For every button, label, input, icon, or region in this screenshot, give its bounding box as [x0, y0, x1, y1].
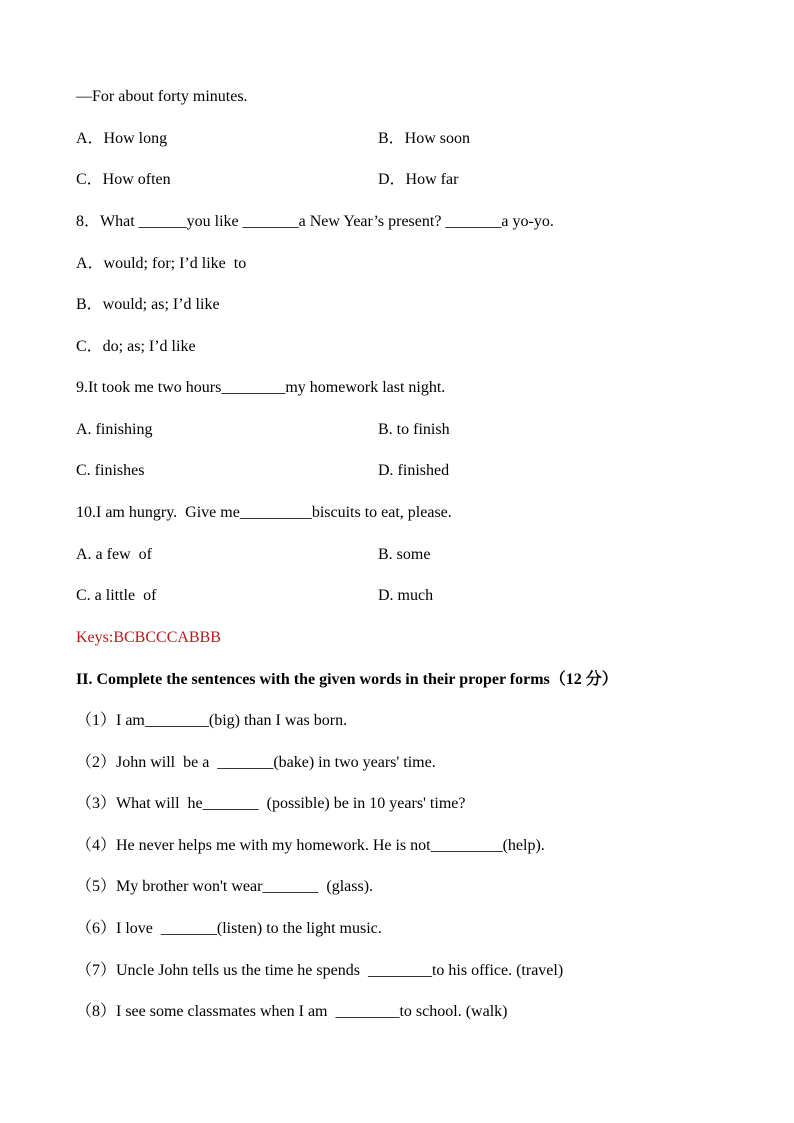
q7-option-d: D．How far [378, 171, 459, 188]
section-2-item: （8）I see some classmates when I am ________to school. (walk) [76, 1003, 508, 1020]
q9-option-b: B. to finish [378, 421, 450, 438]
q9-option-d: D. finished [378, 462, 450, 479]
q8-option-a: A．would; for; I’d like to [76, 255, 247, 272]
answer-keys: Keys:BCBCCCABBB [76, 629, 221, 646]
q10-option-c: C. a little of [76, 587, 157, 604]
q7-option-b: B．How soon [378, 130, 471, 147]
q10-stem: 10.I am hungry. Give me_________biscuits to eat, please. [76, 504, 452, 521]
section-2-item: （5）My brother won't wear_______ (glass). [76, 878, 374, 895]
section-2-item: （2）John will be a _______(bake) in two years' time. [76, 754, 436, 771]
section-2-title: II. Complete the sentences with the given words in their proper forms（12 分） [76, 671, 618, 688]
section-2-item: （6）I love _______(listen) to the light music. [76, 920, 382, 937]
q7-option-a: A．How long [76, 130, 168, 147]
q10-option-a: A. a few of [76, 546, 152, 563]
section-2-item: （3）What will he_______ (possible) be in 10 years' time? [76, 795, 466, 812]
q10-option-b: B. some [378, 546, 431, 563]
q8-option-c: C．do; as; I’d like [76, 338, 196, 355]
q9-option-c: C. finishes [76, 462, 145, 479]
q9-stem: 9.It took me two hours________my homework last night. [76, 379, 446, 396]
q8-stem: 8．What ______you like _______a New Year’s present? _______a yo-yo. [76, 213, 554, 230]
q9-option-a: A. finishing [76, 421, 153, 438]
q7-option-c: C．How often [76, 171, 171, 188]
q8-option-b: B．would; as; I’d like [76, 296, 220, 313]
q7-answer-line: —For about forty minutes. [76, 88, 248, 105]
section-2-item: （7）Uncle John tells us the time he spends ________to his office. (travel) [76, 962, 564, 979]
q10-option-d: D. much [378, 587, 434, 604]
section-2-item: （4）He never helps me with my homework. He is not_________(help). [76, 837, 545, 854]
section-2-item: （1）I am________(big) than I was born. [76, 712, 348, 729]
